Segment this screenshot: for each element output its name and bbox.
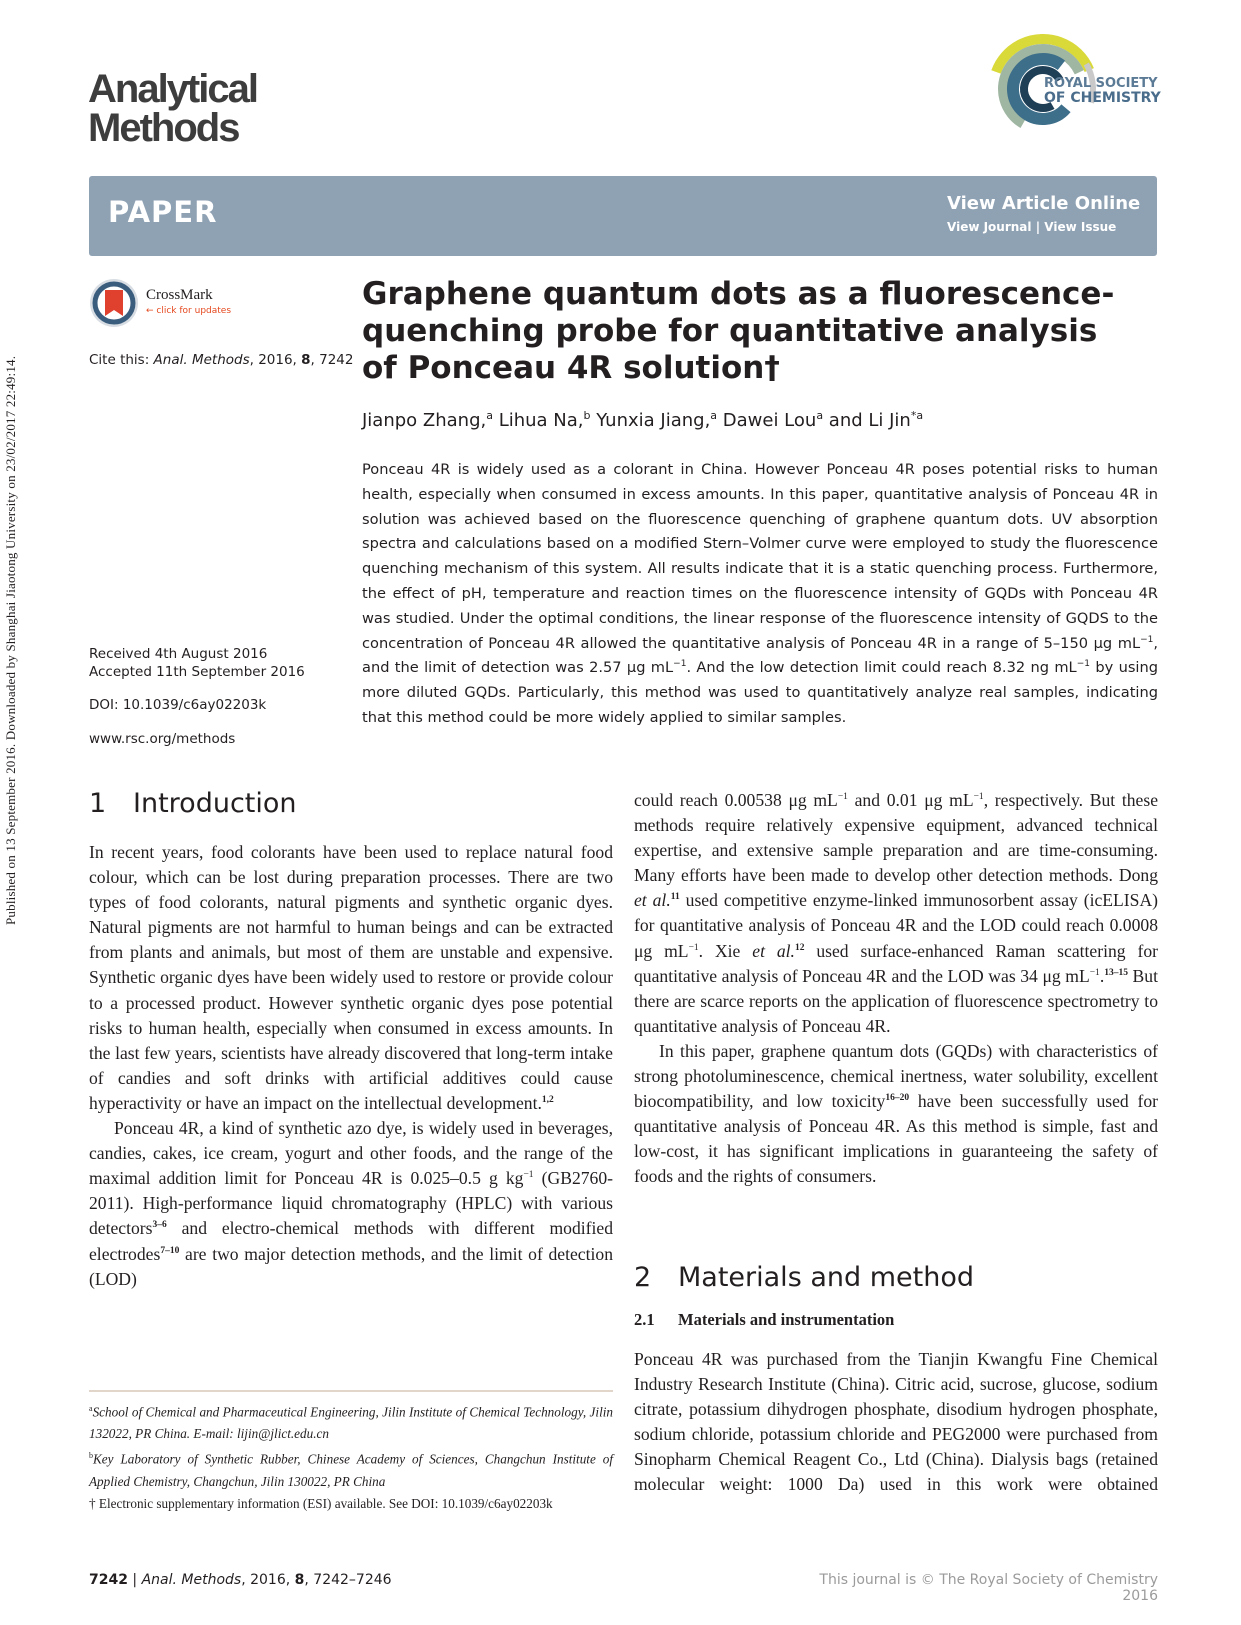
abstract-text: by using more diluted GQDs. Particularly, this method was used to quantitatively analyze real samples, indicating that this method could be more widely applied to similar samples. [362, 659, 1158, 726]
crossmark-sublabel[interactable] [146, 306, 231, 316]
banner-links [947, 220, 1116, 234]
paragraph-text: are two major detection methods, and the limit of detection (LOD) [89, 1243, 613, 1289]
et-al: et al. [752, 940, 795, 961]
paragraph-text: have been successfully used for quantitative analysis of Ponceau 4R. As this method is simple, fast and low-cost, it has significant implications in guaranteeing the safety of foods and the rights of consumers. [634, 1091, 1158, 1187]
paragraph-text: used surface-enhanced Raman scattering for quantitative analysis of Ponceau 4R and the LOD was 34 μg mL [634, 940, 1158, 986]
view-issue-link[interactable]: View Issue [1044, 220, 1117, 234]
journal-name-line2: Methods [88, 106, 239, 150]
copyright-notice: This journal is © The Royal Society of Chemistry 2016 [819, 1572, 1158, 1604]
view-article-online-link[interactable]: View Article Online [947, 193, 1141, 214]
author-name: Lihua Na, [492, 410, 584, 431]
subsection-title: Materials and instrumentation [678, 1310, 895, 1329]
paragraph-text: used competitive enzyme-linked immunosorbent assay (icELISA) for quantitative analysis of Ponceau 4R and the LOD could reach 0.0008 μg mL [634, 890, 1159, 961]
right-column [634, 788, 1158, 1190]
footer-pages: , 7242–7246 [304, 1572, 392, 1588]
section-title: Materials and method [678, 1262, 974, 1293]
paragraph-text: In this paper, graphene quantum dots (GQDs) with characteristics of strong photoluminescence, chemical inertness, water solubility, excellent biocompatibility, and low toxicity [634, 1040, 1158, 1112]
materials-paragraph [634, 1347, 1158, 1498]
journal-name-line1: Analytical [88, 67, 257, 111]
author-affiliation: b [583, 409, 591, 422]
unit-sup: −1 [1089, 967, 1100, 978]
citation-ref[interactable]: 16–20 [885, 1093, 910, 1104]
abstract-sup: −1 [1076, 659, 1090, 670]
author-affiliation: a [816, 409, 824, 422]
paragraph: Ponceau 4R was purchased from the Tianjin Kwangfu Fine Chemical Industry Research Institute (China). Citric acid, sucrose, glucose, sodium citrate, potassium dihydrogen phosphate, disodium hydrogen phosphate, sodium chloride, potassium chloride and PEG2000 were purchased from Sinopharm Chemical Reagent Co., Ltd (China). Dialysis bags (retained molecular weight: 1000 Da) used in this work were obtained [634, 1349, 1158, 1495]
footnote-a [89, 1398, 613, 1445]
crossmark-label[interactable]: CrossMark [146, 287, 213, 303]
paragraph-text: But there are scarce reports on the application of fluorescence spectrometry to quantitative analysis of Ponceau 4R. [634, 965, 1158, 1036]
article-type-label: PAPER [108, 195, 218, 229]
crossmark-sub-text: click for updates [156, 306, 232, 316]
author-name: Yunxia Jiang, [590, 410, 711, 431]
paragraph-text: and 0.01 μg mL [847, 790, 974, 810]
paragraph [89, 840, 613, 1116]
footnote-b [89, 1445, 613, 1492]
footer-year: , 2016, [241, 1572, 295, 1588]
cite-volume: 8 [301, 352, 311, 368]
paragraph-text: , respectively. But these methods require relatively expensive equipment, advanced technical expertise, and extensive sample preparation and are time-consuming. Many efforts have been made to develop other detection methods. Dong [634, 790, 1159, 886]
section-number: 1 [89, 788, 107, 819]
citation-ref[interactable]: 7–10 [160, 1245, 180, 1256]
footer-journal: Anal. Methods [141, 1572, 242, 1588]
download-stamp: Published on 13 September 2016. Downloaded by Shanghai Jiaotong University on 23/02/2017 22:49:14. [3, 355, 18, 925]
page-footer-left [89, 1572, 392, 1588]
section-heading-materials [634, 1262, 974, 1293]
page-number: 7242 [89, 1572, 128, 1588]
author-affiliation: a [710, 409, 718, 422]
footnote-text: Key Laboratory of Synthetic Rubber, Chinese Academy of Sciences, Changchun Institute of Applied Chemistry, Changchun, Jilin 130022, PR China [89, 1451, 613, 1489]
paragraph [634, 788, 1158, 1039]
paragraph-text: could reach 0.00538 μg mL [634, 790, 838, 810]
cite-journal: Anal. Methods [153, 352, 250, 368]
subsection-heading [634, 1310, 894, 1330]
publisher-name [1044, 77, 1161, 105]
cite-year: , 2016, [249, 352, 302, 368]
author-list [362, 409, 1142, 431]
citation-ref[interactable]: 11 [670, 892, 680, 903]
abstract [362, 458, 1158, 731]
accepted-date: Accepted 11th September 2016 [89, 664, 305, 680]
abstract-text: , and the limit of detection was 2.57 μg mL [362, 634, 1158, 677]
author-name: Jianpo Zhang, [362, 410, 487, 431]
section-title: Introduction [133, 788, 297, 819]
footnote-text: School of Chemical and Pharmaceutical Engineering, Jilin Institute of Chemical Technology, Jilin 132022, PR China. E-mail: lijin@jlict.edu.cn [89, 1404, 613, 1442]
journal-name [88, 67, 257, 150]
citation-ref[interactable]: 3–6 [152, 1220, 167, 1231]
paragraph-text: . Xie [698, 940, 753, 961]
paragraph [634, 1039, 1158, 1190]
article-title: Graphene quantum dots as a fluorescence-quenching probe for quantitative analysis of Ponceau 4R solution† [362, 276, 1115, 386]
article-type-banner [89, 176, 1157, 256]
paragraph-text: In recent years, food colorants have been used to replace natural food colour, which can be lost during preparation processes. There are two types of food colorants, natural pigments and synthetic organic dyes. Natural pigments are not harmful to human beings and can be extracted from plants and animals, but most of them are unstable and expensive. Synthetic organic dyes have been widely used to restore or provide colour to a processed product. However synthetic organic dyes pose potential risks to human health, especially when consumed in excess amounts. In the last few years, scientists have already discovered that long-term intake of candies and soft drinks with artificial additives could cause hyperactivity or have an impact on the intellectual development. [89, 842, 613, 1113]
unit-sup: −1 [973, 792, 984, 803]
footer-sep: | [127, 1572, 142, 1588]
paragraph-text: (GB2760-2011). High-performance liquid chromatography (HPLC) with various detectors [89, 1168, 614, 1239]
cite-prefix: Cite this: [89, 352, 154, 368]
subsection-number: 2.1 [634, 1310, 655, 1329]
journal-url[interactable]: www.rsc.org/methods [89, 731, 236, 747]
author-name: and Li Jin [823, 410, 911, 431]
citation-ref[interactable]: 12 [794, 942, 805, 953]
author-name: Dawei Lou [717, 410, 817, 431]
abstract-text: Ponceau 4R is widely used as a colorant in China. However Ponceau 4R poses potential risks to human health, especially when consumed in excess amounts. In this paper, quantitative analysis of Ponceau 4R in solution was achieved based on the fluorescence quenching of graphene quantum dots. UV absorption spectra and calculations based on a modified Stern–Volmer curve were employed to study the fluorescence quenching mechanism of this system. All results indicate that it is a static quenching process. Furthermore, the effect of pH, temperature and reaction times on the fluorescence intensity of GQDs with Ponceau 4R was studied. Under the optimal conditions, the linear response of the fluorescence intensity of GQDS to the concentration of Ponceau 4R allowed the quantitative analysis of Ponceau 4R in a range of 5–150 μg mL [362, 461, 1158, 652]
abstract-sup: −1 [1140, 634, 1154, 645]
unit-sup: −1 [688, 942, 699, 953]
arrow-left-icon: ← [146, 306, 157, 316]
author-affiliation: a [486, 409, 493, 422]
paragraph [89, 1116, 613, 1292]
et-al: et al. [634, 890, 671, 911]
abstract-text: . And the low detection limit could reach 8.32 ng mL [686, 659, 1077, 677]
section-heading-introduction [89, 788, 297, 819]
paragraph-text: and electro-chemical methods with different modified electrodes [89, 1218, 613, 1264]
left-column [89, 840, 613, 1292]
citation-ref[interactable]: 13–15 [1104, 967, 1128, 978]
footnotes [89, 1398, 613, 1515]
link-separator: | [1031, 220, 1045, 234]
received-date: Received 4th August 2016 [89, 646, 268, 662]
unit-sup: −1 [837, 792, 848, 803]
section-number: 2 [634, 1262, 652, 1293]
citation-ref[interactable]: 1,2 [541, 1095, 554, 1106]
cite-this [89, 352, 354, 368]
unit-sup: −1 [523, 1170, 534, 1181]
footnote-rule [89, 1390, 613, 1392]
publisher-line2: OF CHEMISTRY [1044, 90, 1161, 106]
paragraph-text: . [1099, 965, 1105, 986]
publisher-line1: ROYAL SOCIETY [1044, 76, 1158, 91]
doi[interactable]: DOI: 10.1039/c6ay02203k [89, 697, 267, 713]
paragraph-text: Ponceau 4R, a kind of synthetic azo dye, is widely used in beverages, candies, cakes, ice cream, yogurt and other foods, and the range of the maximal addition limit for Ponceau 4R is 0.025–0.5 g kg [89, 1118, 613, 1189]
abstract-sup: −1 [673, 659, 687, 670]
author-affiliation: *a [910, 409, 924, 422]
footnote-mark: b [89, 1451, 93, 1461]
cite-page: , 7242 [310, 352, 354, 368]
footnote-mark: a [89, 1404, 93, 1413]
footer-volume: 8 [294, 1572, 305, 1588]
footnote-esi: † Electronic supplementary information (ESI) available. See DOI: 10.1039/c6ay02203k [89, 1495, 553, 1511]
view-journal-link[interactable]: View Journal [947, 220, 1032, 234]
